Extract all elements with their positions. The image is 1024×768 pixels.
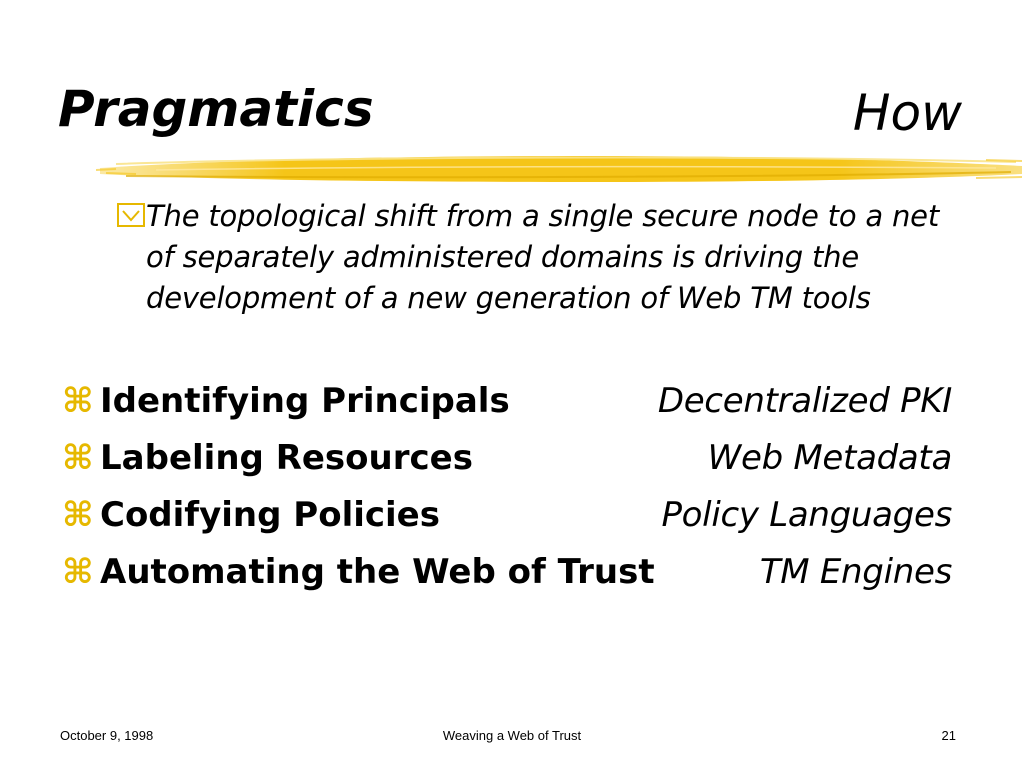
bullet-value: Web Metadata [707,437,952,478]
brush-stroke-divider [96,148,1024,192]
command-key-icon: ⌘ [62,494,94,535]
footer-date: October 9, 1998 [60,728,154,743]
bullet-value: Policy Languages [661,494,952,535]
bullet-item [62,429,952,486]
bullet-value: Decentralized PKI [657,380,952,421]
checkbox-arrow-icon [116,202,146,228]
command-key-icon: ⌘ [62,380,94,421]
bullet-label: Labeling Resources [100,437,473,478]
bullet-value: TM Engines [759,551,952,592]
bullet-item [62,543,952,600]
bullet-list [62,372,952,600]
bullet-label: Automating the Web of Trust [100,551,655,592]
sub-point [116,196,966,319]
footer-page-number: 21 [941,728,956,743]
bullet-item [62,486,952,543]
command-key-icon: ⌘ [62,437,94,478]
slide-title: Pragmatics [58,80,374,138]
bullet-label: Identifying Principals [100,380,510,421]
bullet-label: Codifying Policies [100,494,440,535]
slide-title-right: How [852,84,962,142]
footer-title: Weaving a Web of Trust [442,728,582,743]
command-key-icon: ⌘ [62,551,94,592]
sub-point-text: The topological shift from a single secure node to a net of separately administered domains is driving the development of a new generation of Web TM tools [146,199,939,315]
bullet-item [62,372,952,429]
